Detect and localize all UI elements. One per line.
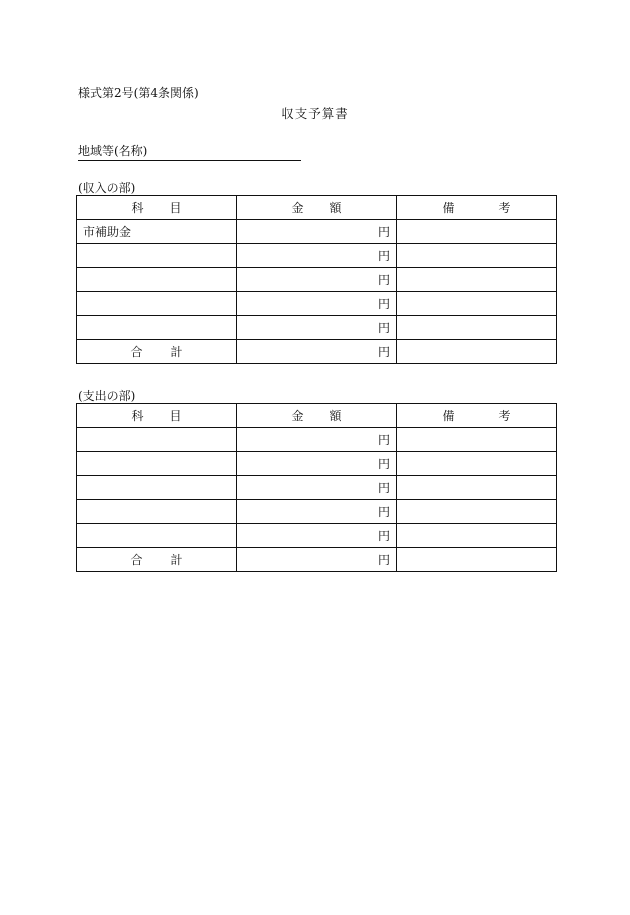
table-row <box>77 428 557 452</box>
total-label: 合 計 <box>77 548 237 572</box>
amount-cell[interactable]: 円 <box>237 524 397 548</box>
table-row <box>77 292 557 316</box>
amount-cell[interactable]: 円 <box>237 428 397 452</box>
subject-cell[interactable] <box>77 316 237 340</box>
expense-table <box>76 403 557 572</box>
total-row <box>77 340 557 364</box>
total-label: 合 計 <box>77 340 237 364</box>
subject-cell[interactable] <box>77 452 237 476</box>
table-row <box>77 316 557 340</box>
subject-cell[interactable] <box>77 500 237 524</box>
table-row <box>77 268 557 292</box>
amount-cell[interactable]: 円 <box>237 452 397 476</box>
table-row <box>77 452 557 476</box>
subject-cell[interactable] <box>77 524 237 548</box>
remarks-cell[interactable] <box>397 220 557 244</box>
remarks-cell[interactable] <box>397 500 557 524</box>
amount-cell[interactable]: 円 <box>237 292 397 316</box>
remarks-cell[interactable] <box>397 316 557 340</box>
header-remarks: 備 考 <box>397 196 557 220</box>
amount-cell[interactable]: 円 <box>237 500 397 524</box>
total-remarks-cell[interactable] <box>397 548 557 572</box>
remarks-cell[interactable] <box>397 268 557 292</box>
table-row <box>77 524 557 548</box>
subject-cell[interactable] <box>77 428 237 452</box>
remarks-cell[interactable] <box>397 244 557 268</box>
total-amount-cell[interactable]: 円 <box>237 340 397 364</box>
header-subject: 科 目 <box>77 404 237 428</box>
subject-cell[interactable] <box>77 244 237 268</box>
subject-cell[interactable] <box>77 292 237 316</box>
amount-cell[interactable]: 円 <box>237 316 397 340</box>
amount-cell[interactable]: 円 <box>237 476 397 500</box>
header-subject: 科 目 <box>77 196 237 220</box>
table-header-row <box>77 196 557 220</box>
area-name-field[interactable]: 地域等(名称) <box>78 142 301 161</box>
income-section-label: (収入の部) <box>78 181 136 195</box>
total-remarks-cell[interactable] <box>397 340 557 364</box>
subject-cell[interactable] <box>77 476 237 500</box>
table-row <box>77 220 557 244</box>
table-row <box>77 500 557 524</box>
income-table <box>76 195 557 364</box>
subject-cell[interactable] <box>77 268 237 292</box>
remarks-cell[interactable] <box>397 476 557 500</box>
document-title: 収支予算書 <box>281 106 349 121</box>
amount-cell[interactable]: 円 <box>237 220 397 244</box>
header-amount: 金 額 <box>237 404 397 428</box>
amount-cell[interactable]: 円 <box>237 268 397 292</box>
header-remarks: 備 考 <box>397 404 557 428</box>
table-header-row <box>77 404 557 428</box>
table-row <box>77 476 557 500</box>
remarks-cell[interactable] <box>397 292 557 316</box>
remarks-cell[interactable] <box>397 428 557 452</box>
form-number: 様式第2号(第4条関係) <box>78 86 199 100</box>
expense-section-label: (支出の部) <box>78 389 136 403</box>
remarks-cell[interactable] <box>397 452 557 476</box>
table-row <box>77 244 557 268</box>
header-amount: 金 額 <box>237 196 397 220</box>
subject-cell[interactable]: 市補助金 <box>77 220 237 244</box>
amount-cell[interactable]: 円 <box>237 244 397 268</box>
total-amount-cell[interactable]: 円 <box>237 548 397 572</box>
remarks-cell[interactable] <box>397 524 557 548</box>
total-row <box>77 548 557 572</box>
